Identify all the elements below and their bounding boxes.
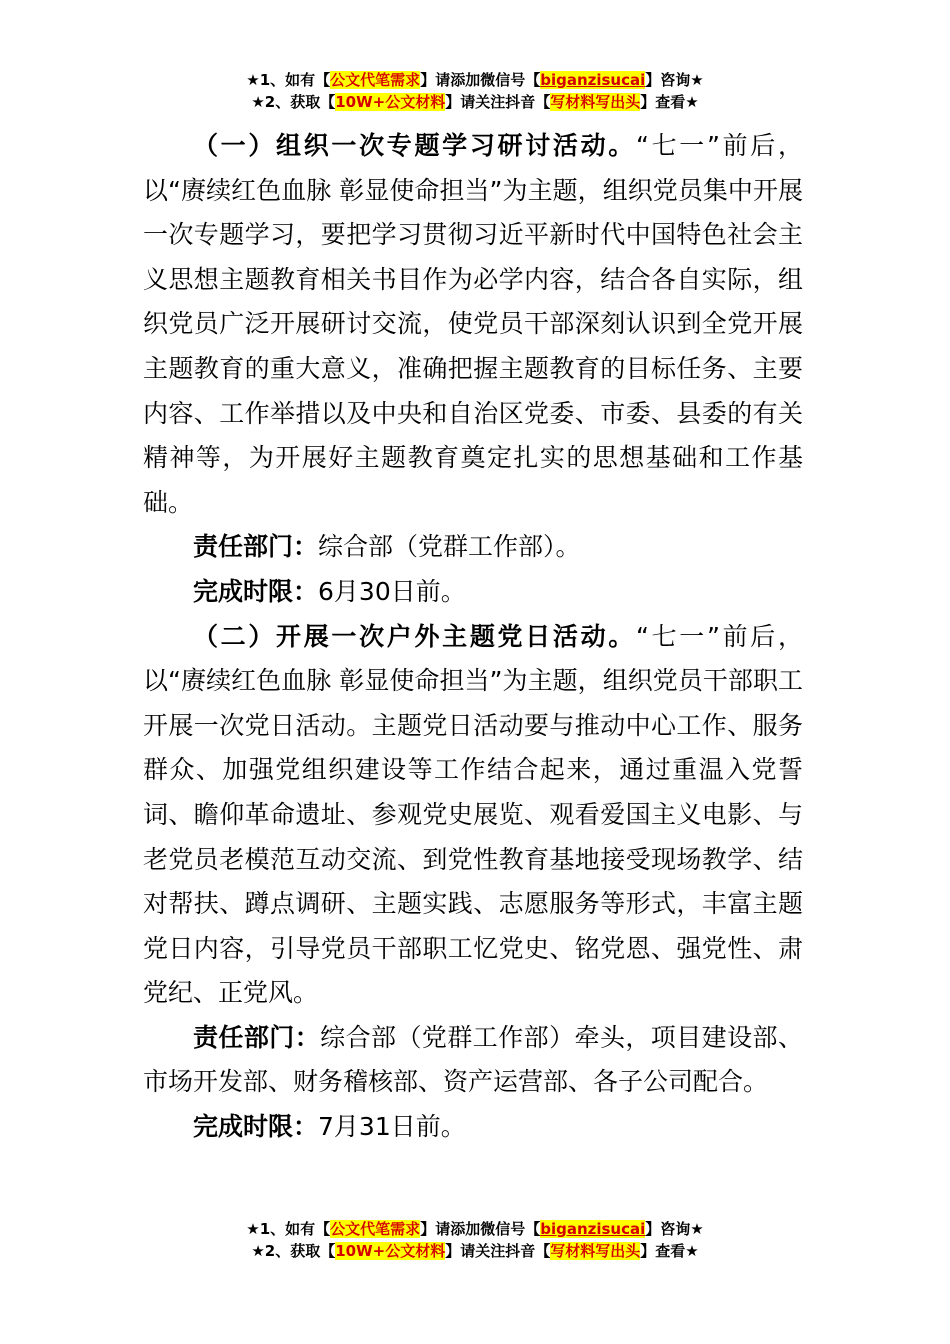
section-1-deadline [143, 570, 803, 615]
highlight-materials: 10W+公文材料 [335, 93, 446, 111]
banner-text: 】请添加微信号【 [420, 71, 541, 89]
deadline-value: 7月31日前。 [318, 1112, 466, 1142]
highlight-douyin: 写材料写出头 [550, 1242, 641, 1260]
highlight-wechat: biganzisucai [540, 71, 646, 89]
banner-text: 】查看★ [640, 93, 699, 111]
dept-value: 综合部（党群工作部）。 [318, 532, 581, 562]
section-1-body: “七一”前后，以“赓续红色血脉 彰显使命担当”为主题，组织党员集中开展一次专题学习，要把学习贯彻习近平新时代中国特色社会主义思想主题教育相关书目作为必学内容，结合各自实际，组织党员广泛开展研讨交流，使党员干部深刻认识到全党开展主题教育的重大意义，准确把握主题教育的目标任务、主要内容、工作举措以及中央和自治区党委、市委、县委的有关精神等，为开展好主题教育奠定扎实的思想基础和工作基础。 [143, 131, 803, 517]
section-2-dept [143, 1016, 803, 1105]
highlight-wechat: biganzisucai [540, 1220, 646, 1238]
section-2-heading: （二）开展一次户外主题党日活动。 [193, 621, 636, 651]
section-1-dept [143, 525, 803, 570]
footer-banner [0, 1218, 950, 1262]
deadline-value: 6月30日前。 [318, 576, 466, 606]
banner-line-2 [0, 1240, 950, 1262]
banner-text: 】请关注抖音【 [445, 93, 551, 111]
banner-text: ★1、如有【 [246, 1220, 331, 1238]
highlight-douyin: 写材料写出头 [550, 93, 641, 111]
banner-text: 】咨询★ [645, 71, 704, 89]
dept-label: 责任部门： [193, 1022, 321, 1052]
section-2-paragraph [143, 615, 803, 1016]
banner-line-2 [0, 91, 950, 113]
banner-text: ★1、如有【 [246, 71, 331, 89]
deadline-label: 完成时限： [193, 1112, 319, 1142]
section-2-deadline [143, 1105, 803, 1150]
banner-text: ★2、获取【 [251, 1242, 336, 1260]
dept-value: 综合部（党群工作部）牵头，项目建设部、市场开发部、财务稽核部、资产运营部、各子公司配合。 [143, 1022, 803, 1097]
banner-text: 】咨询★ [645, 1220, 704, 1238]
highlight-need: 公文代笔需求 [330, 1220, 421, 1238]
deadline-label: 完成时限： [193, 576, 319, 606]
banner-text: ★2、获取【 [251, 93, 336, 111]
banner-text: 】查看★ [640, 1242, 699, 1260]
banner-line-1 [0, 69, 950, 91]
dept-label: 责任部门： [193, 532, 319, 562]
document-body [143, 124, 803, 1150]
banner-line-1 [0, 1218, 950, 1240]
section-1-heading: （一）组织一次专题学习研讨活动。 [193, 131, 636, 160]
section-2-body: “七一”前后，以“赓续红色血脉 彰显使命担当”为主题，组织党员干部职工开展一次党日活动。主题党日活动要与推动中心工作、服务群众、加强党组织建设等工作结合起来，通过重温入党誓词、瞻仰革命遗址、参观党史展览、观看爱国主义电影、与老党员老模范互动交流、到党性教育基地接受现场教学、结对帮扶、蹲点调研、主题实践、志愿服务等形式，丰富主题党日内容，引导党员干部职工忆党史、铭党恩、强党性、肃党纪、正党风。 [143, 621, 803, 1008]
section-1-paragraph [143, 124, 803, 525]
banner-text: 】请关注抖音【 [445, 1242, 551, 1260]
header-banner [0, 69, 950, 113]
highlight-need: 公文代笔需求 [330, 71, 421, 89]
highlight-materials: 10W+公文材料 [335, 1242, 446, 1260]
banner-text: 】请添加微信号【 [420, 1220, 541, 1238]
